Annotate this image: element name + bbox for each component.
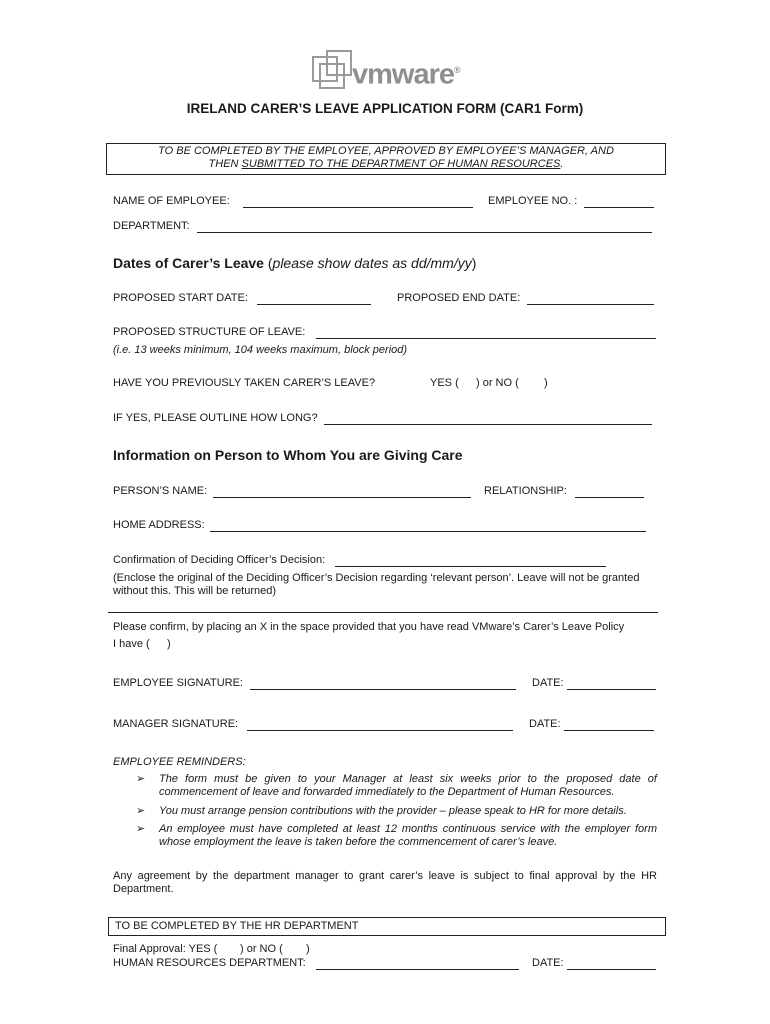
- enclose-note-line-2: without this. This will be returned): [113, 585, 277, 597]
- structure-note: (i.e. 13 weeks minimum, 104 weeks maximum, block period): [113, 344, 408, 356]
- person-name-field[interactable]: [213, 497, 471, 498]
- previous-close-paren: ): [544, 377, 548, 389]
- relationship-label: RELATIONSHIP:: [484, 485, 567, 497]
- end-date-field[interactable]: [527, 304, 654, 305]
- person-name-label: PERSON’S NAME:: [113, 485, 208, 497]
- reminder-1-line-2: commencement of leave and forwarded immediately to the Department of Human Resources.: [159, 786, 615, 798]
- logo-wordmark: vmware®: [352, 58, 460, 91]
- instructions-line-1: TO BE COMPLETED BY THE EMPLOYEE, APPROVED BY EMPLOYEE’S MANAGER, AND: [158, 145, 614, 157]
- manager-signature-label: MANAGER SIGNATURE:: [113, 718, 239, 730]
- department-field[interactable]: [197, 232, 652, 233]
- final-approval-yes-checkbox[interactable]: [224, 942, 238, 956]
- manager-date-label: DATE:: [529, 718, 561, 730]
- dates-heading: Dates of Carer’s Leave (please show dates as dd/mm/yy): [113, 255, 477, 271]
- structure-label: PROPOSED STRUCTURE OF LEAVE:: [113, 326, 306, 338]
- manager-signature-field[interactable]: [247, 730, 513, 731]
- previous-leave-question: HAVE YOU PREVIOUSLY TAKEN CARER’S LEAVE?: [113, 377, 376, 389]
- hr-date-field[interactable]: [567, 969, 656, 970]
- structure-field[interactable]: [316, 338, 656, 339]
- hr-department-signature-field[interactable]: [316, 969, 519, 970]
- previous-yes-label: YES (: [430, 377, 459, 389]
- hr-date-label: DATE:: [532, 957, 564, 969]
- department-label: DEPARTMENT:: [113, 220, 190, 232]
- final-approval-label: Final Approval: YES (: [113, 943, 218, 955]
- employee-signature-label: EMPLOYEE SIGNATURE:: [113, 677, 243, 689]
- hr-box-label: TO BE COMPLETED BY THE HR DEPARTMENT: [115, 920, 359, 932]
- policy-read-checkbox[interactable]: [152, 637, 166, 651]
- bullet-arrow-icon: ➢: [136, 823, 146, 835]
- employee-date-label: DATE:: [532, 677, 564, 689]
- person-heading: Information on Person to Whom You are Giving Care: [113, 447, 463, 463]
- end-date-label: PROPOSED END DATE:: [397, 292, 521, 304]
- hr-section-box: [108, 917, 666, 936]
- manager-date-field[interactable]: [564, 730, 654, 731]
- logo-square-icon: [326, 50, 352, 76]
- confirmation-field[interactable]: [335, 566, 606, 567]
- reminder-1-line-1: The form must be given to your Manager at least six weeks prior to the proposed date of: [159, 773, 657, 785]
- if-yes-field[interactable]: [324, 424, 652, 425]
- vmware-logo: [312, 50, 472, 94]
- employee-name-label: NAME OF EMPLOYEE:: [113, 195, 230, 207]
- reminder-3-line-1: An employee must have completed at least 12 months continuous service with the employer form: [159, 823, 657, 835]
- hr-department-label: HUMAN RESOURCES DEPARTMENT:: [113, 957, 306, 969]
- instructions-box: [106, 143, 666, 175]
- previous-or-no-label: ) or NO (: [476, 377, 519, 389]
- employee-number-label: EMPLOYEE NO. :: [488, 195, 578, 207]
- reminder-3-line-2: whose employment the leave is taken before the commencement of carer’s leave.: [159, 836, 558, 848]
- confirmation-label: Confirmation of Deciding Officer’s Decision:: [113, 554, 326, 566]
- i-have-label: I have (: [113, 638, 150, 650]
- previous-no-checkbox[interactable]: [530, 376, 544, 390]
- reminder-2-line-1: You must arrange pension contributions with the provider – please speak to HR for more details.: [159, 805, 627, 817]
- bullet-arrow-icon: ➢: [136, 805, 146, 817]
- start-date-label: PROPOSED START DATE:: [113, 292, 248, 304]
- home-address-field[interactable]: [210, 531, 646, 532]
- relationship-field[interactable]: [575, 497, 644, 498]
- if-yes-label: IF YES, PLEASE OUTLINE HOW LONG?: [113, 412, 318, 424]
- section-divider: [108, 612, 658, 613]
- policy-confirm-text: Please confirm, by placing an X in the space provided that you have read VMware’s Carer’s Leave Policy: [113, 621, 625, 633]
- instructions-line-2: THEN SUBMITTED TO THE DEPARTMENT OF HUMAN RESOURCES.: [208, 158, 564, 170]
- previous-yes-checkbox[interactable]: [460, 376, 474, 390]
- final-approval-close-paren: ): [306, 943, 310, 955]
- form-title: IRELAND CARER’S LEAVE APPLICATION FORM (CAR1 Form): [186, 101, 584, 116]
- employee-name-field[interactable]: [243, 207, 473, 208]
- i-have-close-paren: ): [167, 638, 171, 650]
- employee-signature-field[interactable]: [250, 689, 516, 690]
- agreement-line-2: Department.: [113, 883, 174, 895]
- final-approval-or-no-label: ) or NO (: [240, 943, 283, 955]
- start-date-field[interactable]: [257, 304, 371, 305]
- employee-number-field[interactable]: [584, 207, 654, 208]
- final-approval-no-checkbox[interactable]: [292, 942, 306, 956]
- employee-date-field[interactable]: [567, 689, 656, 690]
- agreement-line-1: Any agreement by the department manager to grant carer’s leave is subject to final approval by the HR: [113, 870, 657, 882]
- bullet-arrow-icon: ➢: [136, 773, 146, 785]
- home-address-label: HOME ADDRESS:: [113, 519, 205, 531]
- enclose-note-line-1: (Enclose the original of the Deciding Officer’s Decision regarding ‘relevant person’. Leave will not be granted: [113, 572, 640, 584]
- reminders-heading: EMPLOYEE REMINDERS:: [113, 756, 246, 768]
